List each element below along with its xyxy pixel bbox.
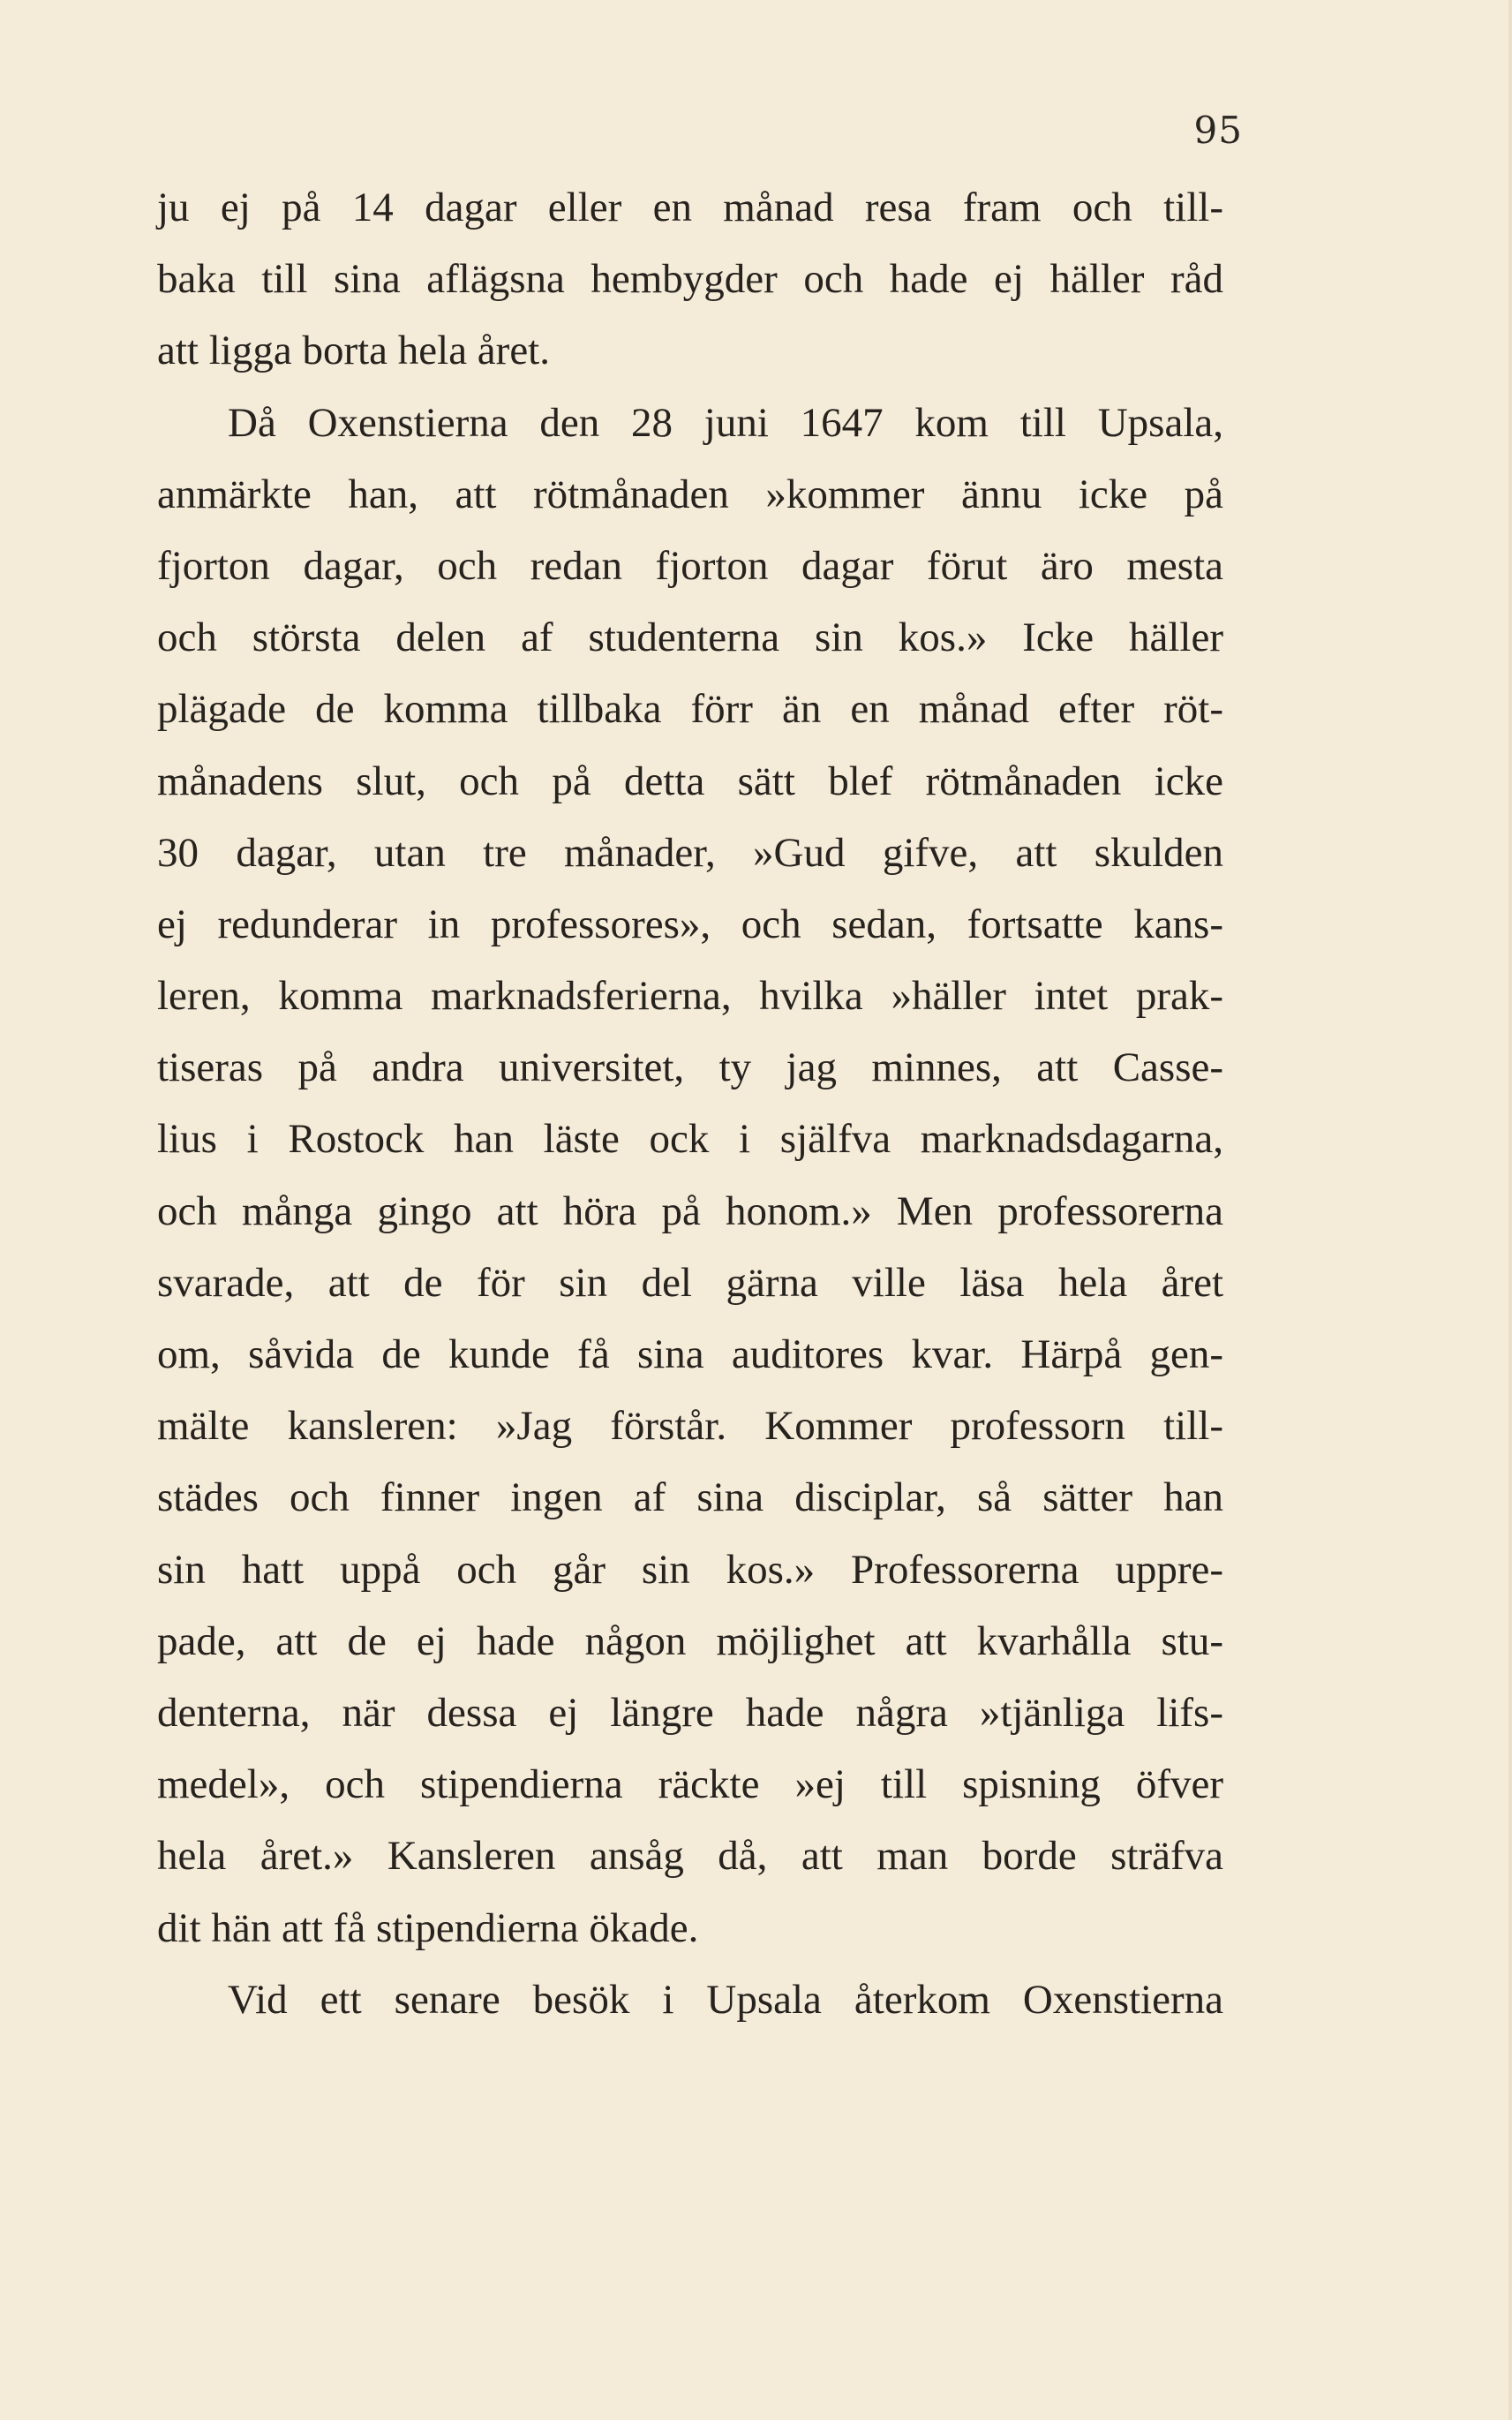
text-line: Vid ett senare besök i Upsala återkom Oxenstierna [228,1976,1223,2023]
text-line: hela året.» Kansleren ansåg då, att man borde sträfva [157,1833,1223,1880]
text-line: ju ej på 14 dagar eller en månad resa fram och till- [157,185,1223,230]
text-line: Då Oxenstierna den 28 juni 1647 kom till Upsala, [228,399,1223,446]
text-line: leren, komma marknadsferierna, hvilka »häller intet prak- [157,973,1223,1020]
text-line: dit hän att få stipendierna ökade. [157,1904,699,1951]
text-line: månadens slut, och på detta sätt blef rötmånaden icke [157,758,1223,804]
text-line: och största delen af studenterna sin kos.» Icke häller [157,614,1223,661]
page-number: 95 [1193,109,1243,152]
text-line: att ligga borta hela året. [157,328,550,374]
text-line: baka till sina aflägsna hembygder och hade ej häller råd [157,256,1223,303]
text-line: fjorton dagar, och redan fjorton dagar förut äro mesta [157,542,1223,589]
text-line: anmärkte han, att rötmånaden »kommer ännu icke på [157,471,1223,517]
text-line: 30 dagar, utan tre månader, »Gud gifve, att skulden [157,829,1223,876]
text-line: svarade, att de för sin del gärna ville läsa hela året [157,1259,1223,1306]
text-line: om, såvida de kunde få sina auditores kvar. Härpå gen- [157,1331,1223,1377]
text-line: ej redunderar in professores», och sedan, fortsatte kans- [157,901,1223,947]
text-line: lius i Rostock han läste ock i själfva marknadsdagarna, [157,1116,1223,1163]
text-line: tiseras på andra universitet, ty jag minnes, att Casse- [157,1044,1223,1091]
text-line: sin hatt uppå och går sin kos.» Professorerna uppre- [157,1546,1223,1593]
text-line: städes och finner ingen af sina disciplar, så sätter han [157,1474,1223,1521]
body-text [157,172,1223,2036]
text-line: medel», och stipendierna räckte »ej till spisning öfver [157,1761,1223,1808]
text-line: denterna, när dessa ej längre hade några »tjänliga lifs- [157,1689,1223,1736]
text-line: och många gingo att höra på honom.» Men professorerna [157,1187,1223,1234]
text-line: pade, att de ej hade någon möjlighet att kvarhålla stu- [157,1617,1223,1664]
text-line: mälte kansleren: »Jag förstår. Kommer professorn till- [157,1403,1223,1450]
text-line: plägade de komma tillbaka förr än en månad efter röt- [157,686,1223,733]
